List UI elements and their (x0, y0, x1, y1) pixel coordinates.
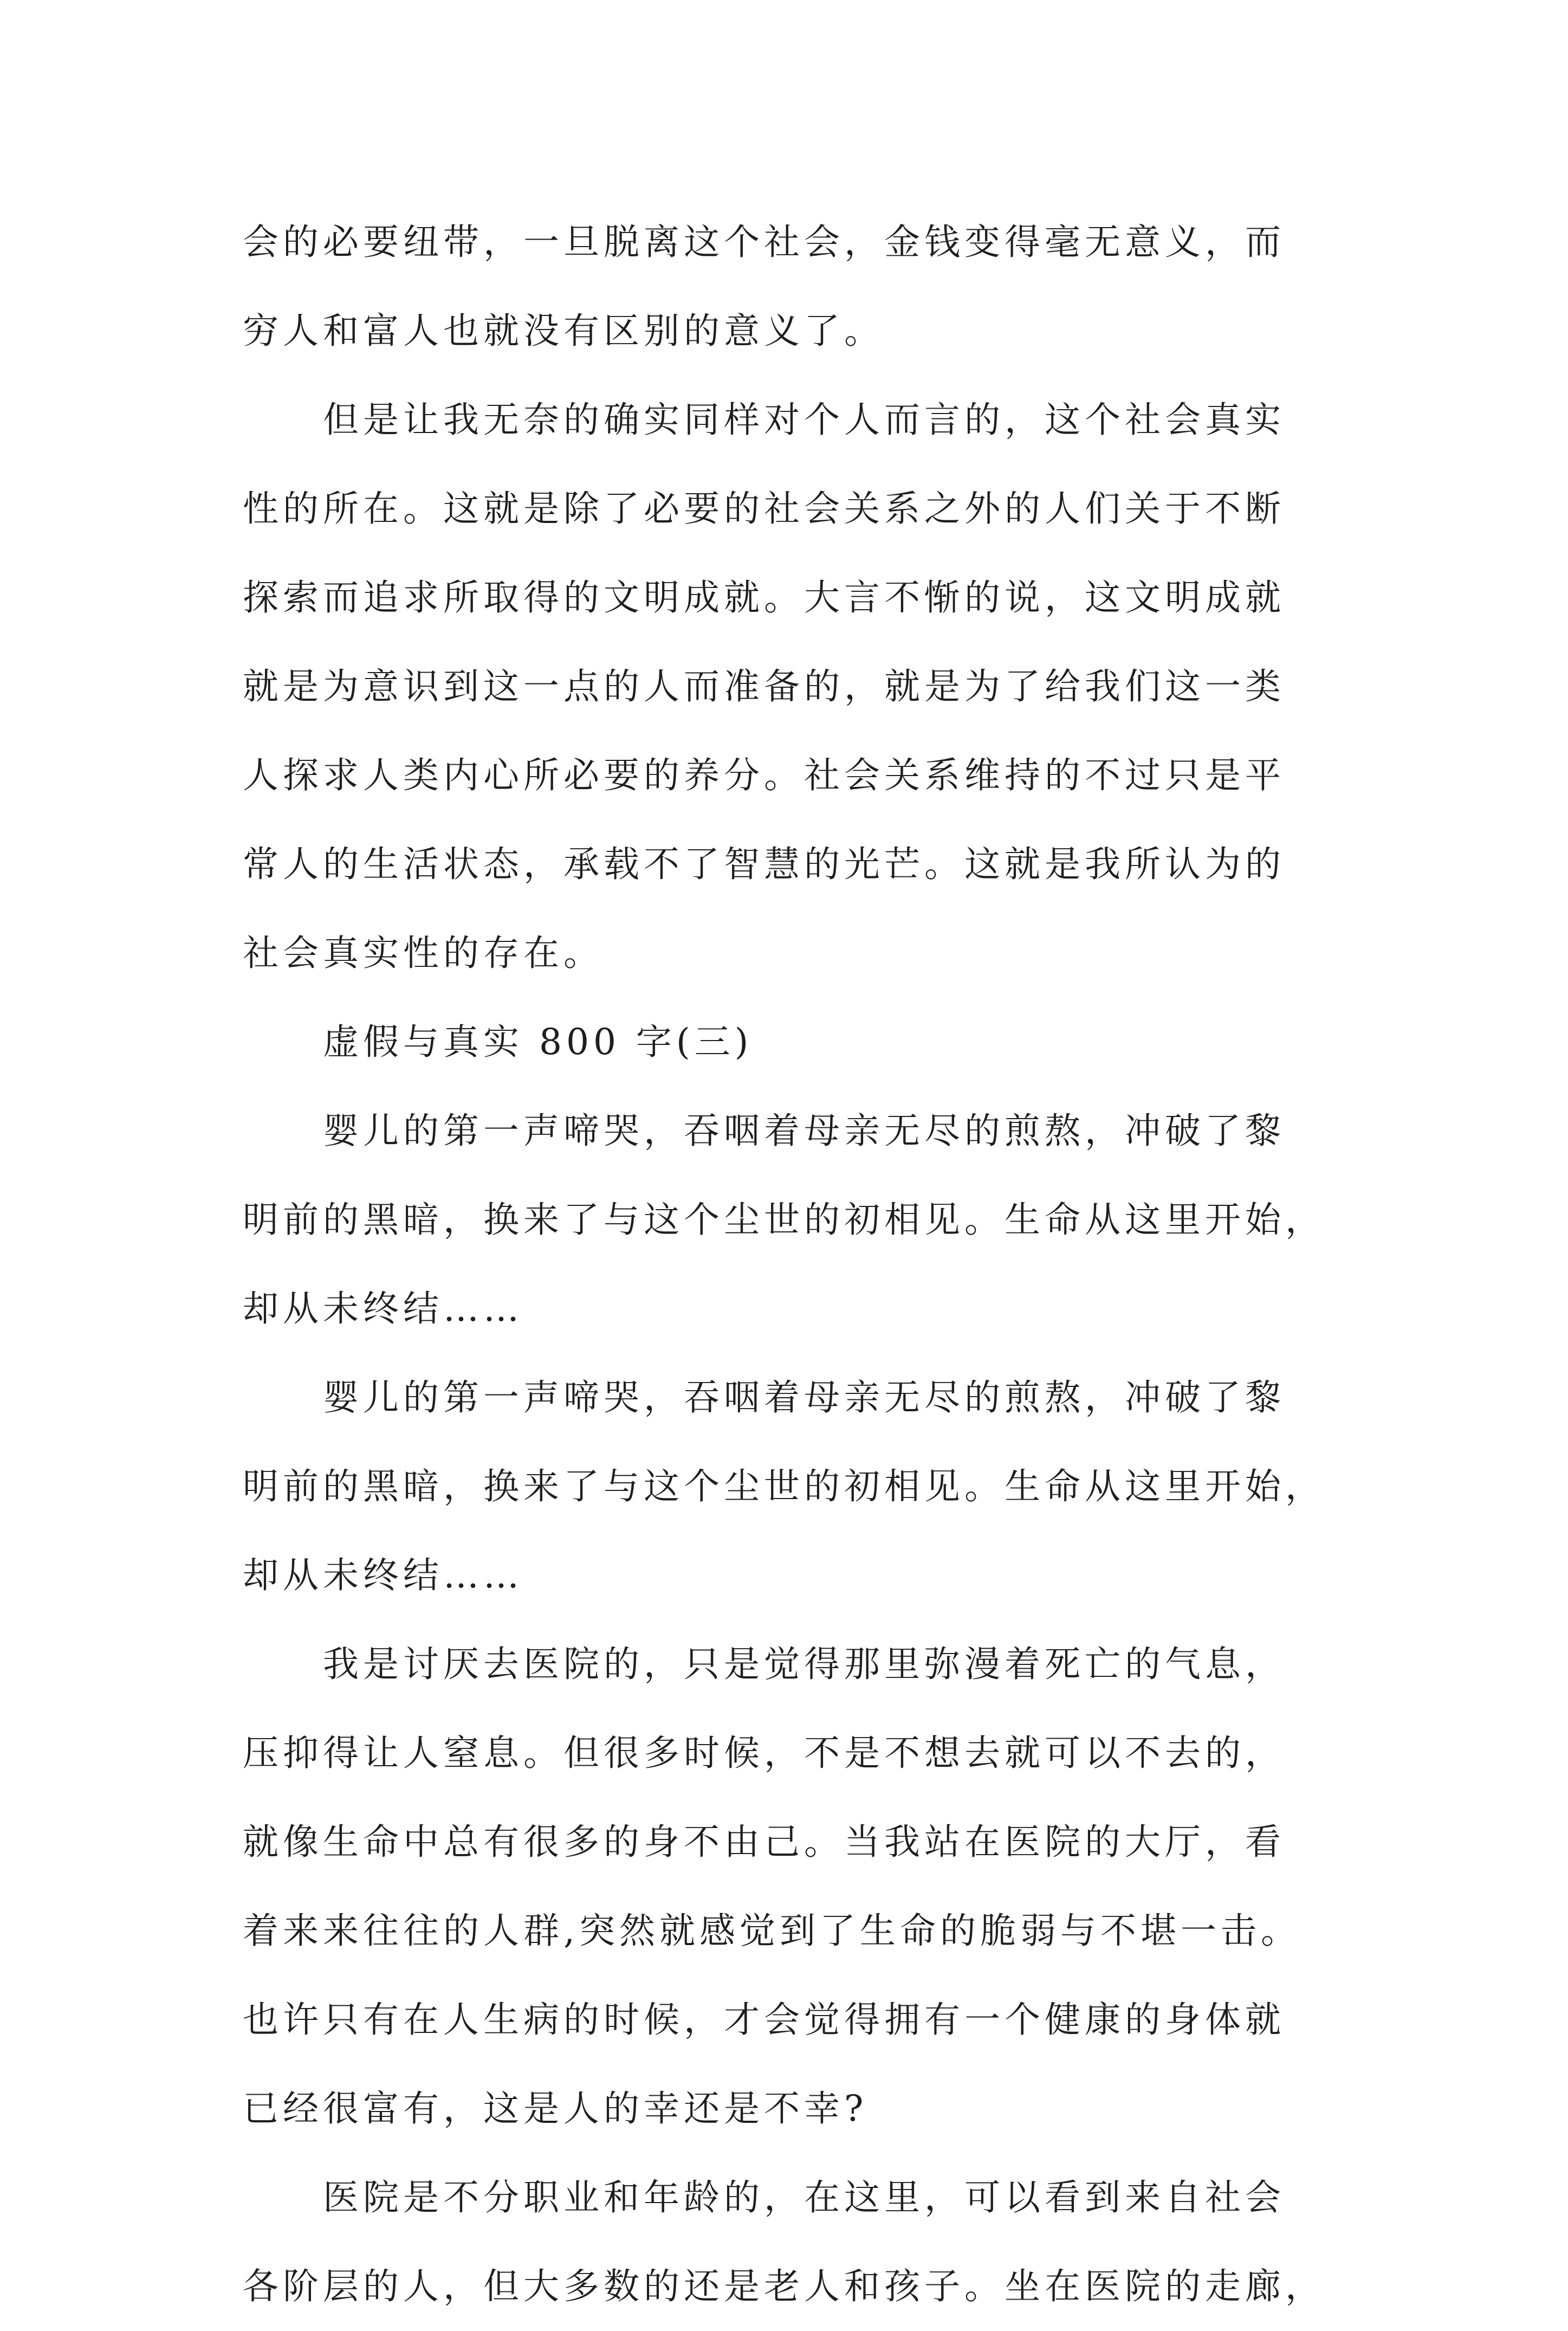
paragraph-first-line: 医院是不分职业和年龄的，在这里，可以看到来自社会 (323, 2177, 1285, 2218)
paragraph-first-line: 我是讨厌去医院的，只是觉得那里弥漫着死亡的气息， (323, 1643, 1285, 1685)
section-heading: 虚假与真实 800 字(三) (323, 1021, 753, 1063)
text-line: 各阶层的人，但大多数的还是老人和孩子。坐在医院的走廊， (243, 2265, 1325, 2307)
paragraph-first-line: 但是让我无奈的确实同样对个人而言的，这个社会真实 (323, 399, 1285, 441)
text-line: 已经很富有，这是人的幸还是不幸? (243, 2088, 868, 2129)
text-line: 却从未终结…… (243, 1288, 523, 1329)
text-line: 探索而追求所取得的文明成就。大言不惭的说，这文明成就 (243, 577, 1285, 618)
text-line: 就像生命中总有很多的身不由己。当我站在医院的大厅，看 (243, 1821, 1285, 1863)
text-line: 常人的生活状态，承载不了智慧的光芒。这就是我所认为的 (243, 843, 1285, 885)
text-line: 明前的黑暗，换来了与这个尘世的初相见。生命从这里开始， (243, 1465, 1325, 1507)
document-body (243, 198, 1343, 2331)
text-line: 会的必要纽带，一旦脱离这个社会，金钱变得毫无意义，而 (243, 221, 1285, 263)
text-line: 却从未终结…… (243, 1554, 523, 1596)
paragraph-first-line: 婴儿的第一声啼哭，吞咽着母亲无尽的煎熬，冲破了黎 (323, 1377, 1285, 1418)
text-line: 压抑得让人窒息。但很多时候，不是不想去就可以不去的， (243, 1732, 1285, 1774)
text-line: 就是为意识到这一点的人而准备的，就是为了给我们这一类 (243, 666, 1285, 707)
text-line: 人探求人类内心所必要的养分。社会关系维持的不过只是平 (243, 754, 1285, 796)
text-line: 社会真实性的存在。 (243, 932, 604, 974)
text-line: 性的所在。这就是除了必要的社会关系之外的人们关于不断 (243, 488, 1285, 530)
text-line: 着来来往往的人群,突然就感觉到了生命的脆弱与不堪一击。 (243, 1910, 1301, 1952)
text-line: 明前的黑暗，换来了与这个尘世的初相见。生命从这里开始， (243, 1199, 1325, 1241)
paragraph-first-line: 婴儿的第一声啼哭，吞咽着母亲无尽的煎熬，冲破了黎 (323, 1110, 1285, 1152)
text-line: 也许只有在人生病的时候，才会觉得拥有一个健康的身体就 (243, 1999, 1285, 2041)
text-line: 穷人和富人也就没有区别的意义了。 (243, 310, 884, 352)
